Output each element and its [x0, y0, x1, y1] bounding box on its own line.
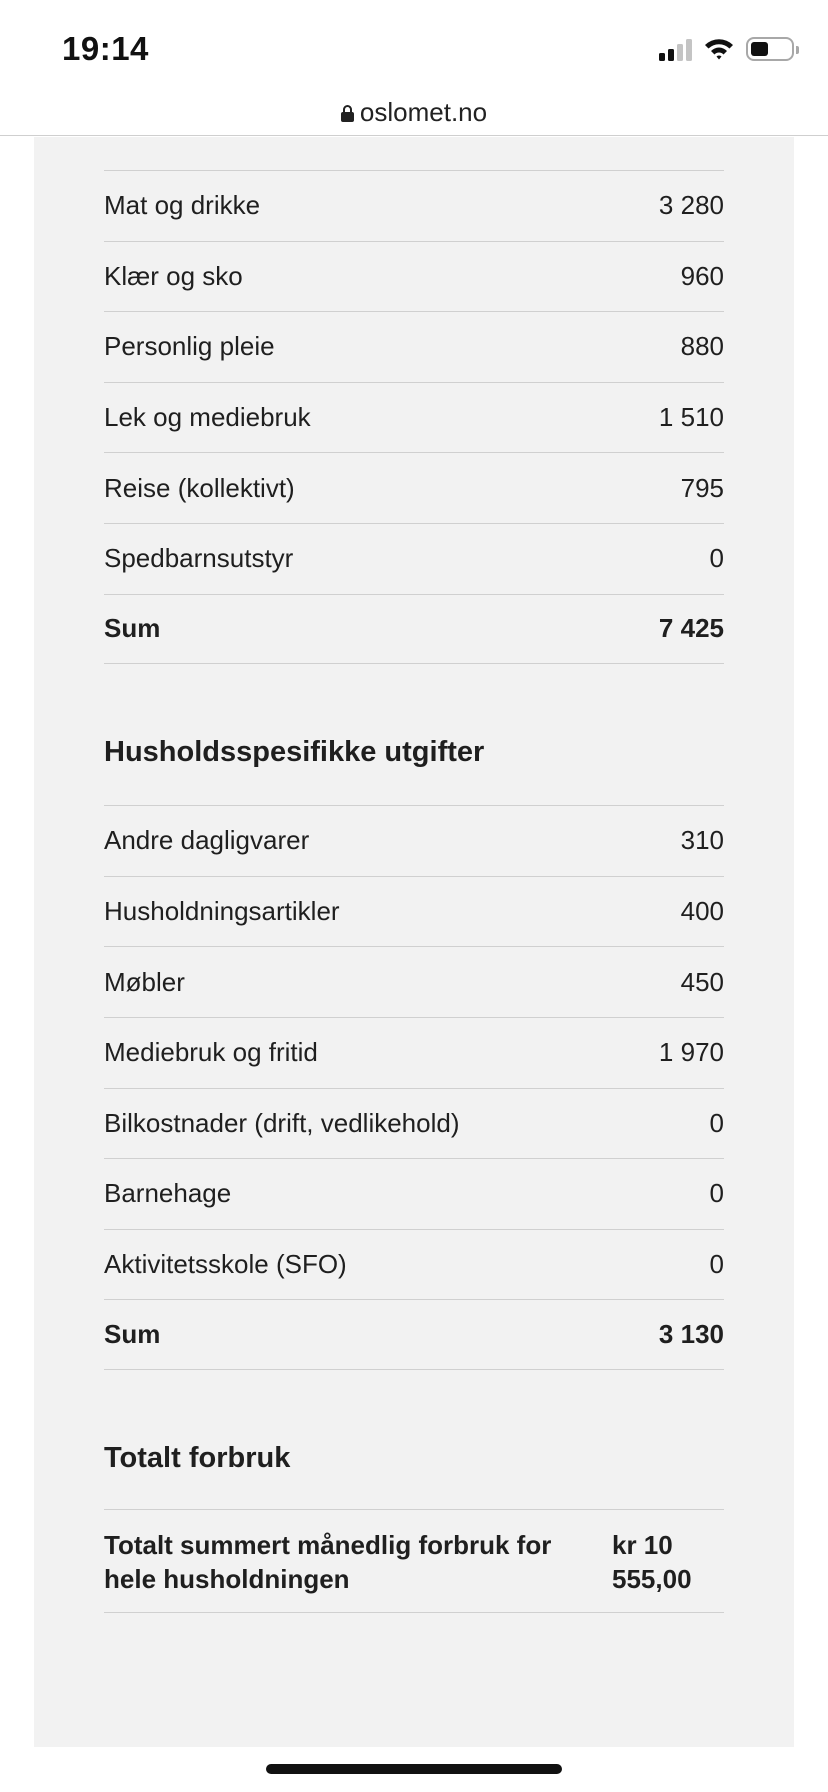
- row-label: Mat og drikke: [104, 190, 261, 221]
- sum-value: 7 425: [658, 613, 724, 644]
- row-value: 310: [680, 825, 724, 856]
- row-value: 1 510: [658, 402, 724, 433]
- row-label: Spedbarnsutstyr: [104, 543, 294, 574]
- cellular-signal-icon: [659, 37, 692, 61]
- row-value: 0: [709, 1249, 724, 1280]
- section-heading-household: Husholdsspesifikke utgifter: [104, 736, 485, 769]
- section-1-table: [104, 170, 724, 664]
- status-bar: [0, 0, 828, 90]
- sum-row: [104, 594, 724, 665]
- total-label: Totalt summert månedlig forbruk for hele husholdningen: [104, 1529, 552, 1594]
- row-value: 0: [709, 1107, 724, 1138]
- table-row: [104, 311, 724, 382]
- table-row: [104, 805, 724, 876]
- row-label: Klær og sko: [104, 260, 243, 291]
- table-row: [104, 1017, 724, 1088]
- row-value: 880: [680, 331, 724, 362]
- row-value: 0: [709, 1178, 724, 1209]
- row-value: 3 280: [658, 190, 724, 221]
- table-row: [104, 1088, 724, 1159]
- content-card: [34, 137, 794, 1747]
- table-row: [104, 1229, 724, 1300]
- table-row: [104, 452, 724, 523]
- sum-row: [104, 1299, 724, 1370]
- lock-icon: [341, 105, 354, 122]
- row-label: Bilkostnader (drift, vedlikehold): [104, 1107, 460, 1138]
- table-row: [104, 1158, 724, 1229]
- table-row: [104, 946, 724, 1017]
- row-label: Mediebruk og fritid: [104, 1037, 318, 1068]
- url-text: oslomet.no: [359, 97, 488, 127]
- total-value: kr 10 555,00: [612, 1529, 692, 1594]
- browser-url-bar[interactable]: [0, 90, 828, 136]
- row-value: 795: [680, 472, 724, 503]
- row-value: 1 970: [658, 1037, 724, 1068]
- wifi-icon: [704, 37, 734, 61]
- expense-tables: [104, 170, 724, 1613]
- sum-value: 3 130: [658, 1319, 724, 1350]
- row-label: Aktivitetsskole (SFO): [104, 1249, 347, 1280]
- row-label: Lek og mediebruk: [104, 402, 311, 433]
- row-label: Barnehage: [104, 1178, 232, 1209]
- sum-label: Sum: [104, 1319, 161, 1350]
- status-time: 19:14: [62, 30, 149, 67]
- table-row: [104, 523, 724, 594]
- table-row: [104, 170, 724, 241]
- table-row: [104, 241, 724, 312]
- table-row: [104, 876, 724, 947]
- total-consumption-row: [104, 1509, 724, 1613]
- row-label: Møbler: [104, 966, 185, 997]
- battery-icon: [746, 37, 794, 61]
- row-label: Husholdningsartikler: [104, 896, 340, 927]
- status-icons: [659, 36, 794, 62]
- row-label: Personlig pleie: [104, 331, 275, 362]
- row-label: Andre dagligvarer: [104, 825, 310, 856]
- row-value: 450: [680, 966, 724, 997]
- section-2-table: [104, 805, 724, 1370]
- row-value: 960: [680, 260, 724, 291]
- row-value: 0: [709, 543, 724, 574]
- sum-label: Sum: [104, 613, 161, 644]
- home-indicator[interactable]: [266, 1764, 562, 1774]
- row-value: 400: [680, 896, 724, 927]
- section-heading-total: Totalt forbruk: [104, 1441, 291, 1474]
- row-label: Reise (kollektivt): [104, 472, 295, 503]
- table-row: [104, 382, 724, 453]
